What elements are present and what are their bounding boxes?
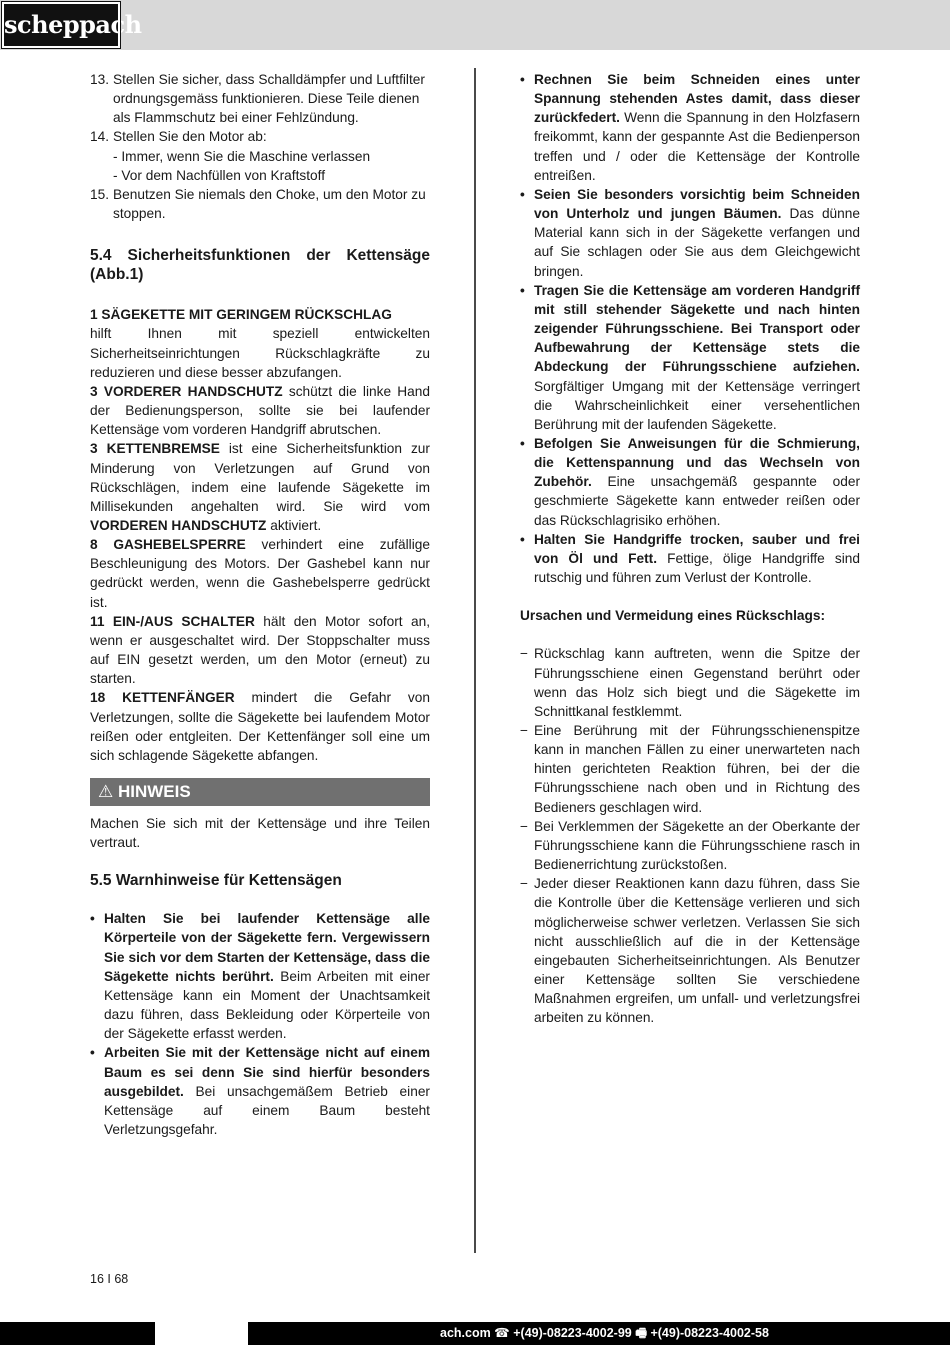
column-divider: [474, 68, 476, 1253]
footer-gap: [155, 1322, 248, 1345]
dash-item: − Jeder dieser Reaktionen kann dazu führen, dass Sie die Kontrolle über die Kettensäge verlieren und sich möglicherweise schwer verletzen. Verlassen Sie sich nicht ausschließlich auf die in der Kettensäge eingebauten Sicherheitseinrichtungen. Als Benutzer einer Kettensäge sollten Sie verschiedene Maßnahmen ergreifen, um unfall- und verletzungsfrei arbeiten zu können.: [520, 876, 860, 1026]
kickback-section-title: Ursachen und Vermeidung eines Rückschlags:: [520, 608, 826, 624]
brand-logo: scheppach: [2, 2, 120, 48]
feature-paragraph: 8 GASHEBELSPERRE verhindert eine zufällige Beschleunigung des Motors. Der Gashebel kann nur gedrückt werden, wenn die Gashebelsperre gedrückt ist.: [90, 537, 430, 610]
left-column: [90, 70, 430, 1139]
dash-item: − Rückschlag kann auftreten, wenn die Spitze der Führungsschiene einen Gegenstand berührt oder wenn das Holz sich biegt und die Sägekette im Schnittkanal festklemmt.: [520, 646, 860, 719]
section-heading-5-5: 5.5 Warnhinweise für Kettensägen: [90, 872, 342, 890]
feature-paragraph: 18 KETTENFÄNGER mindert die Gefahr von Verletzungen, sollte die Sägekette bei laufendem Motor reißen oder entgleiten. Der Kettenfänger soll eine um sich schlagende Sägekette abfangen.: [90, 690, 430, 763]
bullet-item: • Halten Sie Handgriffe trocken, sauber und frei von Öl und Fett. Fettige, ölige Handgriffe sind rutschig und führen zum Verlust der Kontrolle.: [520, 530, 860, 587]
sub-item: - Vor dem Nachfüllen von Kraftstoff: [113, 167, 326, 183]
bullet-icon: •: [520, 531, 525, 547]
feature-paragraph: 3 VORDERER HANDSCHUTZ schützt die linke Hand der Bedienungsperson, sollte sie bei laufender Kettensäge vom vorderen Handgriff abrutschen.: [90, 383, 430, 438]
bullet-icon: •: [520, 72, 525, 87]
bullet-icon: •: [90, 1045, 95, 1061]
right-column: [520, 70, 860, 1028]
bullet-icon: •: [520, 186, 525, 202]
bullet-icon: •: [520, 282, 525, 298]
hinweis-banner: [90, 778, 430, 806]
feature-paragraph: 11 EIN-/AUS SCHALTER hält den Motor sofort an, wenn er ausgeschaltet wird. Der Stoppschalter muss auf EIN gesetzt werden, um den Motor (erneut) zu starten.: [90, 613, 431, 687]
header-bar: [0, 0, 950, 50]
page-number: 16 I 68: [90, 1272, 129, 1286]
bullet-item: • Arbeiten Sie mit der Kettensäge nicht auf einem Baum es sei denn Sie sind hierfür besonders ausgebildet. Bei unsachgemäßem Betrieb einer Kettensäge auf einem Baum besteht Verletzungsgefahr.: [90, 1043, 430, 1139]
list-item: 13. Stellen Sie sicher, dass Schalldämpfer und Luftfilter ordnungsgemäss funktionieren. Diese Teile dienen als Flammschutz bei einer Fehlzündung.: [90, 72, 425, 126]
dash-item: − Bei Verklemmen der Sägekette an der Oberkante der Führungsschiene kann die Führungsschiene rasch in Bedienerrichtung zurückstoßen.: [520, 818, 860, 873]
bullet-item: • Rechnen Sie beim Schneiden eines unter Spannung stehenden Astes damit, dass dieser zurückfedert. Wenn die Spannung in den Holzfasern freikommt, kann der gespannte Ast die Bedienperson treffen und / oder die Kettensäge der Kontrolle entreißen.: [520, 70, 860, 185]
bullet-item: • Seien Sie besonders vorsichtig beim Schneiden von Unterholz und jungen Bäumen. Das dünne Material kann sich in der Sägekette verfangen und auf Sie schlagen oder Sie aus dem Gleichgewicht bringen.: [520, 185, 860, 281]
warning-icon: ⚠: [98, 782, 114, 801]
feature-paragraph: 1 SÄGEKETTE MIT GERINGEM RÜCKSCHLAG hilft Ihnen mit speziell entwickelten Sicherheitseinrichtungen Rückschlagkräfte zu reduzieren und diese besser abzufangen.: [90, 307, 430, 380]
bullet-icon: •: [90, 911, 95, 927]
feature-paragraph: 3 KETTENBREMSE ist eine Sicherheitsfunktion zur Minderung von Verletzungen auf Grund von Rückschlägen, indem eine laufende Sägekette im Millisekunden angehalten wird. Sie wird vom VORDEREN HANDSCHUTZ aktiviert.: [90, 441, 430, 533]
hinweis-text: Machen Sie sich mit der Kettensäge und ihre Teilen vertraut.: [90, 816, 430, 851]
sub-item: - Immer, wenn Sie die Maschine verlassen: [113, 148, 371, 164]
bullet-icon: •: [520, 435, 525, 451]
list-item: 14. Stellen Sie den Motor ab:: [90, 129, 267, 145]
list-item: 15. Benutzen Sie niemals den Choke, um den Motor zu stoppen.: [90, 186, 426, 222]
bullet-item: • Halten Sie bei laufender Kettensäge alle Körperteile von der Sägekette fern. Vergewissern Sie sich vor dem Starten der Kettensäge, dass die Sägekette nichts berührt. Beim Arbeiten mit einer Kettensäge kann ein Moment der Unachtsamkeit dazu führen, dass Bekleidung oder Körperteile von der Sägekette erfasst werden.: [90, 909, 430, 1043]
section-heading-5-4: 5.4 Sicherheitsfunktionen der Kettensäge (Abb.1): [90, 247, 430, 284]
footer-contact: ach.com ☎ +(49)-08223-4002-99 🖷 +(49)-08223-4002-58: [440, 1326, 769, 1340]
hinweis-label: HINWEIS: [117, 782, 191, 801]
bullet-item: • Tragen Sie die Kettensäge am vorderen Handgriff mit still stehender Sägekette und nach hinten zeigender Führungsschiene. Bei Transport oder Aufbewahrung der Kettensäge stets die Abdeckung der Führungsschiene aufziehen. Sorgfältiger Umgang mit der Kettensäge verringert die Wahrscheinlichkeit einer versehentlichen Berührung mit der laufenden Sägekette.: [520, 281, 860, 434]
dash-item: − Eine Berührung mit der Führungsschienenspitze kann in manchen Fällen zu einer unerwarteten nach hinten gerichteten Reaktion führen, bei der die Führungsschiene nach oben und in Richtung des Bedieners geschlagen wird.: [520, 723, 860, 815]
bullet-item: • Befolgen Sie Anweisungen für die Schmierung, die Kettenspannung und das Wechseln von Zubehör. Eine unsachgemäß gespannte oder geschmierte Sägekette kann entweder reißen oder das Rückschlagrisiko erhöhen.: [520, 434, 860, 530]
